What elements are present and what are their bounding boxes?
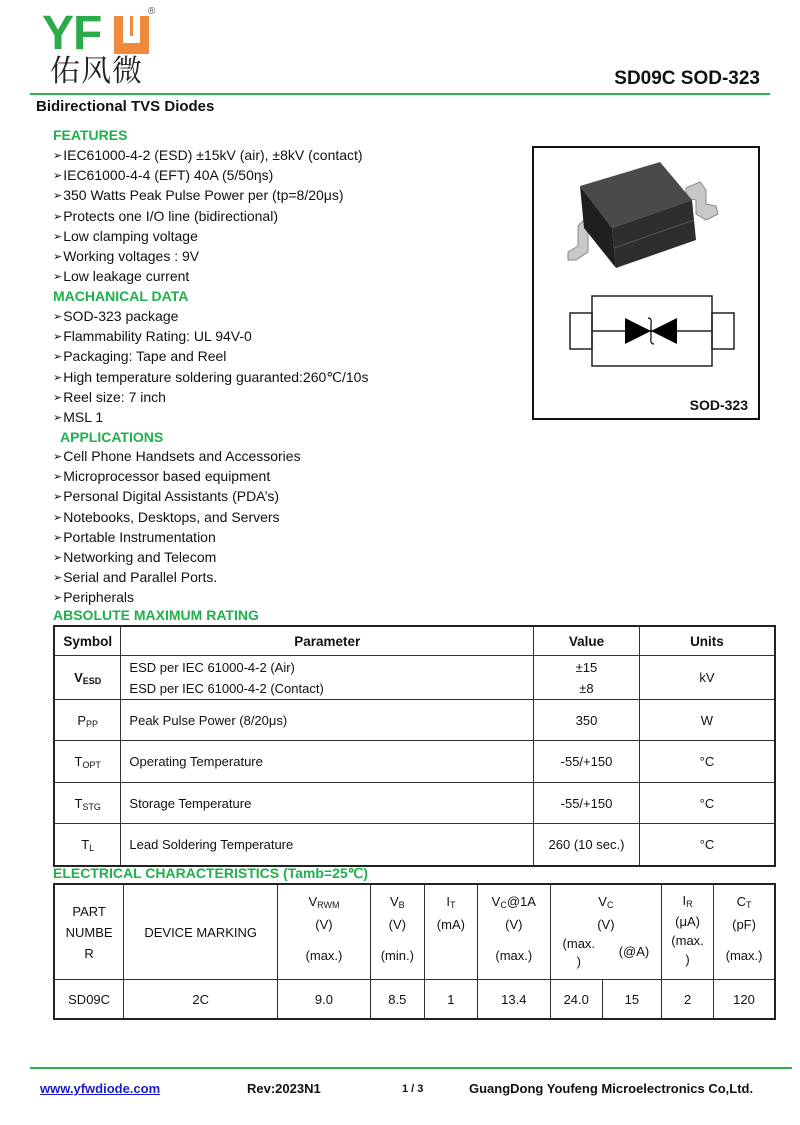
unit-cell: kV xyxy=(639,656,775,700)
parameter-cell: ESD per IEC 61000-4-2 (Air) ESD per IEC 61000-4-2 (Contact) xyxy=(121,656,534,700)
package-label: SOD-323 xyxy=(689,397,748,413)
bullet-arrow-icon: ➢ xyxy=(53,351,63,364)
bullet-arrow-icon: ➢ xyxy=(53,471,63,484)
list-item: ➢Microprocessor based equipment xyxy=(53,468,271,485)
col-header-it: IT (mA) xyxy=(424,884,477,980)
header-divider xyxy=(30,93,770,95)
logo-u-mark xyxy=(114,16,149,54)
unit-cell: W xyxy=(639,700,775,741)
col-header-vrwm: VRWM (V) (max.) xyxy=(278,884,371,980)
bullet-arrow-icon: ➢ xyxy=(53,491,63,504)
ir-cell: 2 xyxy=(662,980,714,1020)
bullet-arrow-icon: ➢ xyxy=(53,331,63,344)
vc-max-cell: 24.0 xyxy=(550,980,602,1020)
bullet-arrow-icon: ➢ xyxy=(53,531,63,544)
registered-mark: ® xyxy=(148,6,156,17)
unit-cell: °C xyxy=(639,783,775,824)
vc-at-a-cell: 15 xyxy=(602,980,661,1020)
symbol-cell: VESD xyxy=(54,656,121,700)
unit-cell: °C xyxy=(639,824,775,866)
parameter-cell: Peak Pulse Power (8/20μs) xyxy=(121,700,534,741)
bullet-arrow-icon: ➢ xyxy=(53,371,63,384)
list-item: ➢350 Watts Peak Pulse Power per (tp=8/20μs) xyxy=(53,187,344,204)
col-header: Value xyxy=(534,626,640,656)
package-illustration xyxy=(532,146,760,420)
value-cell: -55/+150 xyxy=(534,741,640,783)
col-header: Parameter xyxy=(121,626,534,656)
symbol-cell: TOPT xyxy=(54,741,121,783)
list-item: ➢Notebooks, Desktops, and Servers xyxy=(53,508,280,525)
bullet-arrow-icon: ➢ xyxy=(53,551,63,564)
list-item: ➢Protects one I/O line (bidirectional) xyxy=(53,207,278,224)
list-item: ➢High temperature soldering guaranted:260℃/10s xyxy=(53,368,369,385)
electrical-table xyxy=(53,883,776,1020)
ct-cell: 120 xyxy=(714,980,775,1020)
list-item: ➢Portable Instrumentation xyxy=(53,528,216,545)
vrwm-cell: 9.0 xyxy=(278,980,371,1020)
parameter-cell: Storage Temperature xyxy=(121,783,534,824)
features-heading: FEATURES xyxy=(53,127,128,143)
bullet-arrow-icon: ➢ xyxy=(53,391,63,404)
list-item: ➢Working voltages : 9V xyxy=(53,247,200,264)
list-item: ➢Serial and Parallel Ports. xyxy=(53,569,218,586)
revision-label: Rev:2023N1 xyxy=(247,1081,321,1096)
bullet-arrow-icon: ➢ xyxy=(53,572,63,585)
it-cell: 1 xyxy=(424,980,477,1020)
bullet-arrow-icon: ➢ xyxy=(53,511,63,524)
absolute-max-heading: ABSOLUTE MAXIMUM RATING xyxy=(53,607,259,623)
bullet-arrow-icon: ➢ xyxy=(53,250,63,263)
bullet-arrow-icon: ➢ xyxy=(53,451,63,463)
bullet-arrow-icon: ➢ xyxy=(53,271,63,284)
col-header-device-marking: DEVICE MARKING xyxy=(124,884,278,980)
value-cell: -55/+150 xyxy=(534,783,640,824)
bullet-arrow-icon: ➢ xyxy=(53,592,63,605)
value-cell: 260 (10 sec.) xyxy=(534,824,640,866)
parameter-cell: Operating Temperature xyxy=(121,741,534,783)
sod323-package-icon xyxy=(534,148,758,418)
mechanical-heading: MACHANICAL DATA xyxy=(53,288,189,304)
logo-text: YF xyxy=(42,7,102,60)
company-name: GuangDong Youfeng Microelectronics Co,Ltd. xyxy=(469,1081,754,1096)
symbol-cell: PPP xyxy=(54,700,121,741)
footer-divider xyxy=(30,1067,792,1069)
list-item: ➢MSL 1 xyxy=(53,408,104,425)
table-row xyxy=(54,700,775,741)
col-header-vc: VC (V) (max. ) (@A) xyxy=(550,884,661,980)
list-item: ➢Networking and Telecom xyxy=(53,548,217,565)
list-item: ➢SOD-323 package xyxy=(53,308,179,324)
applications-list xyxy=(53,446,301,608)
mechanical-list xyxy=(53,306,368,427)
table-row xyxy=(54,783,775,824)
bullet-arrow-icon: ➢ xyxy=(53,311,63,323)
col-header-vb: VB (V) (min.) xyxy=(370,884,424,980)
part-title: SD09C SOD-323 xyxy=(614,68,760,89)
list-item: ➢Personal Digital Assistants (PDA’s) xyxy=(53,488,280,505)
list-item: ➢IEC61000-4-2 (ESD) ±15kV (air), ±8kV (contact) xyxy=(53,147,363,163)
list-item: ➢Cell Phone Handsets and Accessories xyxy=(53,448,301,464)
value-cell: 350 xyxy=(534,700,640,741)
value-cell: ±15 ±8 xyxy=(534,656,640,700)
parameter-cell: Lead Soldering Temperature xyxy=(121,824,534,866)
col-header-ir: IR (μA) (max. ) xyxy=(662,884,714,980)
bullet-arrow-icon: ➢ xyxy=(53,210,63,223)
part-number-cell: SD09C xyxy=(54,980,124,1020)
features-list xyxy=(53,145,363,286)
col-header-ct: CT (pF) (max.) xyxy=(714,884,775,980)
list-item: ➢IEC61000-4-4 (EFT) 40A (5/50ηs) xyxy=(53,167,274,184)
list-item: ➢Flammability Rating: UL 94V-0 xyxy=(53,328,252,345)
table-header-row xyxy=(54,884,775,980)
logo-chinese-name: 佑风微 xyxy=(50,54,143,89)
document-subtitle: Bidirectional TVS Diodes xyxy=(36,98,215,115)
bullet-arrow-icon: ➢ xyxy=(53,411,63,424)
company-logo xyxy=(42,8,157,88)
table-row xyxy=(54,656,775,700)
table-header-row xyxy=(54,626,775,656)
list-item: ➢Peripherals xyxy=(53,589,135,606)
table-row xyxy=(54,824,775,866)
bullet-arrow-icon: ➢ xyxy=(53,170,63,183)
list-item: ➢Low clamping voltage xyxy=(53,227,198,244)
page-number: 1 / 3 xyxy=(402,1083,424,1095)
col-header-part-number: PART NUMBE R xyxy=(54,884,124,980)
unit-cell: °C xyxy=(639,741,775,783)
list-item: ➢Reel size: 7 inch xyxy=(53,388,166,405)
electrical-heading: ELECTRICAL CHARACTERISTICS (Tamb=25℃) xyxy=(53,865,369,881)
table-row xyxy=(54,741,775,783)
table-row xyxy=(54,980,775,1020)
bullet-arrow-icon: ➢ xyxy=(53,150,63,162)
vc-1a-cell: 13.4 xyxy=(477,980,550,1020)
symbol-cell: TSTG xyxy=(54,783,121,824)
symbol-cell: TL xyxy=(54,824,121,866)
marking-cell: 2C xyxy=(124,980,278,1020)
bullet-arrow-icon: ➢ xyxy=(53,230,63,243)
col-header-vc-1a: VC@1A (V) (max.) xyxy=(477,884,550,980)
bullet-arrow-icon: ➢ xyxy=(53,190,63,203)
website-link[interactable]: www.yfwdiode.com xyxy=(40,1081,161,1096)
list-item: ➢Packaging: Tape and Reel xyxy=(53,348,227,365)
applications-heading: APPLICATIONS xyxy=(60,429,164,445)
list-item: ➢Low leakage current xyxy=(53,268,190,285)
col-header: Units xyxy=(639,626,775,656)
vb-cell: 8.5 xyxy=(370,980,424,1020)
absolute-max-table xyxy=(53,625,776,867)
col-header: Symbol xyxy=(54,626,121,656)
